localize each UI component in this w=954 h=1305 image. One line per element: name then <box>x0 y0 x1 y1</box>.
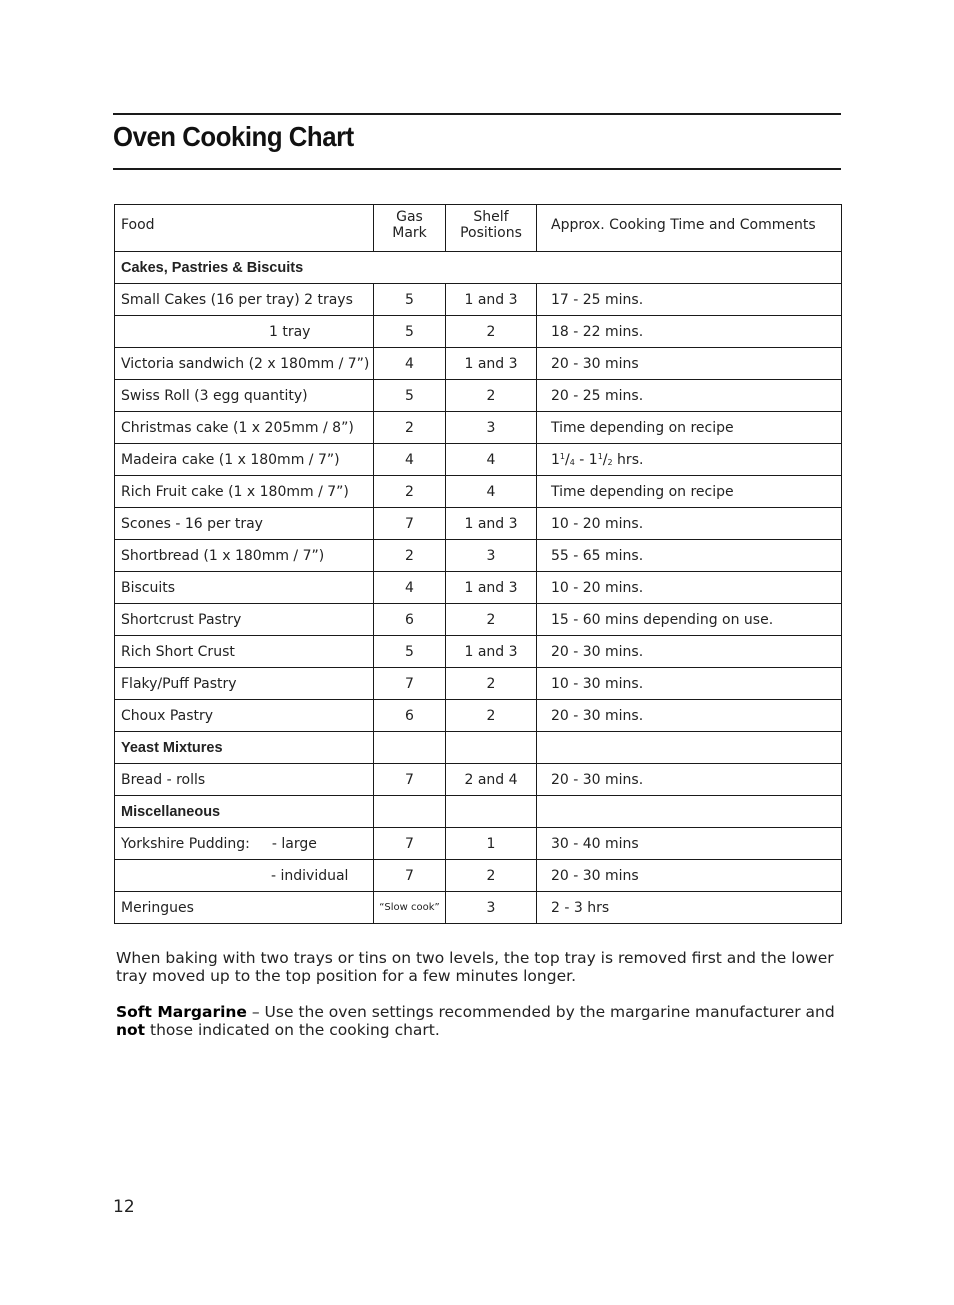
food-cell: Choux Pastry <box>115 700 374 732</box>
page-title: Oven Cooking Chart <box>113 121 354 152</box>
frac-whole-2: 1 <box>588 451 598 468</box>
gas-cell: 7 <box>374 508 446 540</box>
food-cell: - individual <box>115 860 374 892</box>
gas-cell: 6 <box>374 700 446 732</box>
food-cell: Shortcrust Pastry <box>115 604 374 636</box>
table-header-row <box>115 205 842 252</box>
empty-cell <box>374 732 446 764</box>
comment-cell: 15 - 60 mins depending on use. <box>537 604 842 636</box>
comment-cell: 20 - 30 mins. <box>537 636 842 668</box>
table-row <box>115 348 842 380</box>
shelf-cell: 3 <box>446 412 537 444</box>
table-row <box>115 380 842 412</box>
shelf-cell: 1 and 3 <box>446 348 537 380</box>
margarine-text-1: – Use the oven settings recommended by the margarine manufacturer and <box>246 1003 835 1021</box>
food-cell: Bread - rolls <box>115 764 374 796</box>
empty-cell <box>537 732 842 764</box>
table-row <box>115 412 842 444</box>
shelf-cell: 1 <box>446 828 537 860</box>
table-row <box>115 316 842 348</box>
header-gas-line1: Gas <box>396 209 423 225</box>
food-cell: Rich Short Crust <box>115 636 374 668</box>
comment-cell: 10 - 30 mins. <box>537 668 842 700</box>
table-row <box>115 508 842 540</box>
empty-cell <box>374 796 446 828</box>
frac-num-2: 1 <box>597 451 603 461</box>
empty-cell <box>537 796 842 828</box>
table-row <box>115 700 842 732</box>
gas-cell: 7 <box>374 764 446 796</box>
food-cell: Meringues <box>115 892 374 924</box>
food-cell: Small Cakes (16 per tray) 2 trays <box>115 284 374 316</box>
table-row <box>115 476 842 508</box>
table-row <box>115 604 842 636</box>
shelf-cell: 2 <box>446 604 537 636</box>
comment-cell: 20 - 30 mins. <box>537 700 842 732</box>
gas-cell: 5 <box>374 284 446 316</box>
shelf-cell: 2 and 4 <box>446 764 537 796</box>
food-name: Yorkshire Pudding: <box>121 835 250 852</box>
gas-cell: 7 <box>374 828 446 860</box>
frac-den-2: 2 <box>607 457 613 467</box>
comment-cell: 20 - 30 mins. <box>537 764 842 796</box>
header-comments: Approx. Cooking Time and Comments <box>537 205 842 252</box>
comment-cell: Time depending on recipe <box>537 476 842 508</box>
food-cell: Swiss Roll (3 egg quantity) <box>115 380 374 412</box>
shelf-cell: 1 and 3 <box>446 284 537 316</box>
comment-cell: 20 - 25 mins. <box>537 380 842 412</box>
section-row <box>115 732 842 764</box>
gas-cell: 4 <box>374 444 446 476</box>
food-cell: 1 tray <box>115 316 374 348</box>
comment-cell: 10 - 20 mins. <box>537 508 842 540</box>
comment-cell: 2 - 3 hrs <box>537 892 842 924</box>
fraction-time: $1^1/_4 - 1^1/_2$ hrs. <box>551 451 644 468</box>
food-cell: Shortbread (1 x 180mm / 7”) <box>115 540 374 572</box>
table-row <box>115 860 842 892</box>
baking-note: When baking with two trays or tins on two levels, the top tray is removed first and the lower tray moved up to the top position for a few minutes longer. <box>116 949 834 985</box>
table-row <box>115 764 842 796</box>
food-cell: Victoria sandwich (2 x 180mm / 7”) <box>115 348 374 380</box>
comment-cell: 55 - 65 mins. <box>537 540 842 572</box>
top-rule <box>113 113 841 115</box>
margarine-label: Soft Margarine <box>116 1003 247 1021</box>
empty-cell <box>446 732 537 764</box>
frac-den-1: 4 <box>569 457 575 467</box>
gas-cell: 5 <box>374 380 446 412</box>
comment-cell: Time depending on recipe <box>537 412 842 444</box>
comment-cell: 20 - 30 mins <box>537 348 842 380</box>
gas-cell: 5 <box>374 636 446 668</box>
page-number: 12 <box>113 1197 135 1217</box>
table-row <box>115 892 842 924</box>
gas-cell: 5 <box>374 316 446 348</box>
header-gas-line2: Mark <box>392 225 427 241</box>
comment-cell: 17 - 25 mins. <box>537 284 842 316</box>
shelf-cell: 1 and 3 <box>446 508 537 540</box>
frac-whole-1: 1 <box>551 451 560 468</box>
frac-tail: hrs. <box>612 451 644 468</box>
food-cell: Biscuits <box>115 572 374 604</box>
food-cell: Madeira cake (1 x 180mm / 7”) <box>115 444 374 476</box>
gas-cell: 4 <box>374 348 446 380</box>
gas-cell: 2 <box>374 476 446 508</box>
shelf-cell: 3 <box>446 892 537 924</box>
section-row <box>115 252 842 284</box>
food-cell: Scones - 16 per tray <box>115 508 374 540</box>
frac-separator: - <box>574 451 589 468</box>
comment-cell: 10 - 20 mins. <box>537 572 842 604</box>
shelf-cell: 4 <box>446 444 537 476</box>
section-row <box>115 796 842 828</box>
gas-cell: “Slow cook” <box>374 892 446 924</box>
comment-cell: 18 - 22 mins. <box>537 316 842 348</box>
title-underline <box>113 168 841 170</box>
gas-cell: 7 <box>374 668 446 700</box>
shelf-cell: 2 <box>446 668 537 700</box>
gas-cell: 6 <box>374 604 446 636</box>
gas-cell: 2 <box>374 412 446 444</box>
food-cell: Christmas cake (1 x 205mm / 8”) <box>115 412 374 444</box>
section-misc: Miscellaneous <box>115 796 374 828</box>
margarine-text-2: those indicated on the cooking chart. <box>145 1021 440 1039</box>
header-shelf-positions <box>446 205 537 252</box>
header-food: Food <box>115 205 374 252</box>
food-cell <box>115 828 374 860</box>
shelf-cell: 4 <box>446 476 537 508</box>
margarine-note <box>116 1003 836 1039</box>
empty-cell <box>446 796 537 828</box>
shelf-cell: 1 and 3 <box>446 636 537 668</box>
header-shelf-line2: Positions <box>460 225 522 241</box>
emphasis-not: not <box>116 1021 146 1039</box>
shelf-cell: 2 <box>446 316 537 348</box>
section-cakes: Cakes, Pastries & Biscuits <box>115 252 842 284</box>
table-row <box>115 636 842 668</box>
header-shelf-line1: Shelf <box>473 209 509 225</box>
table-row <box>115 668 842 700</box>
table-row <box>115 572 842 604</box>
table-row <box>115 444 842 476</box>
gas-cell: 2 <box>374 540 446 572</box>
food-cell: Flaky/Puff Pastry <box>115 668 374 700</box>
table-row <box>115 540 842 572</box>
table-row <box>115 828 842 860</box>
shelf-cell: 3 <box>446 540 537 572</box>
comment-cell: 30 - 40 mins <box>537 828 842 860</box>
food-variant: - large <box>271 835 317 852</box>
food-cell: Rich Fruit cake (1 x 180mm / 7”) <box>115 476 374 508</box>
shelf-cell: 2 <box>446 860 537 892</box>
table-row <box>115 284 842 316</box>
oven-cooking-table <box>114 204 842 924</box>
header-gas-mark <box>374 205 446 252</box>
section-yeast: Yeast Mixtures <box>115 732 374 764</box>
shelf-cell: 1 and 3 <box>446 572 537 604</box>
shelf-cell: 2 <box>446 700 537 732</box>
gas-cell: 7 <box>374 860 446 892</box>
frac-num-1: 1 <box>559 451 566 461</box>
comment-cell: 20 - 30 mins <box>537 860 842 892</box>
shelf-cell: 2 <box>446 380 537 412</box>
comment-cell <box>537 444 842 476</box>
gas-cell: 4 <box>374 572 446 604</box>
